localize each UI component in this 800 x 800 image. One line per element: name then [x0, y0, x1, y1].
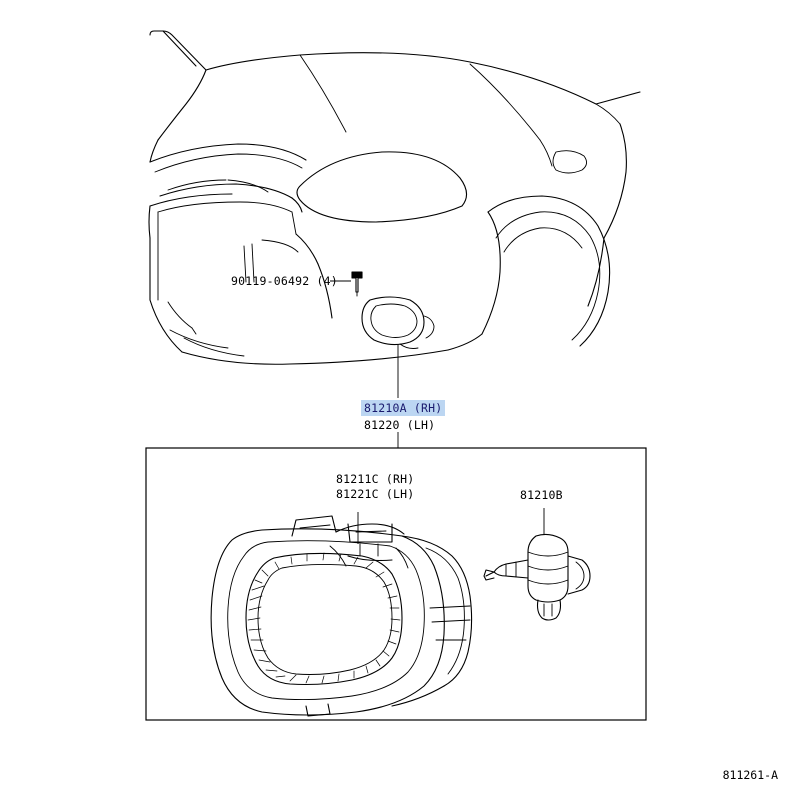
bulb-part-number: 81210B	[520, 488, 563, 502]
secondary-part-number: 81220 (LH)	[364, 418, 436, 432]
highlighted-part-number[interactable]: 81210A (RH)	[361, 400, 445, 416]
fog-lamp-cover-part-rh: 81211C (RH)	[336, 472, 415, 486]
bolt-part-number-label: 90119-06492 (4)	[231, 274, 338, 288]
drawing-reference-code: 811261-A	[722, 768, 778, 782]
fog-lamp-cover-part-lh: 81221C (LH)	[336, 487, 415, 501]
